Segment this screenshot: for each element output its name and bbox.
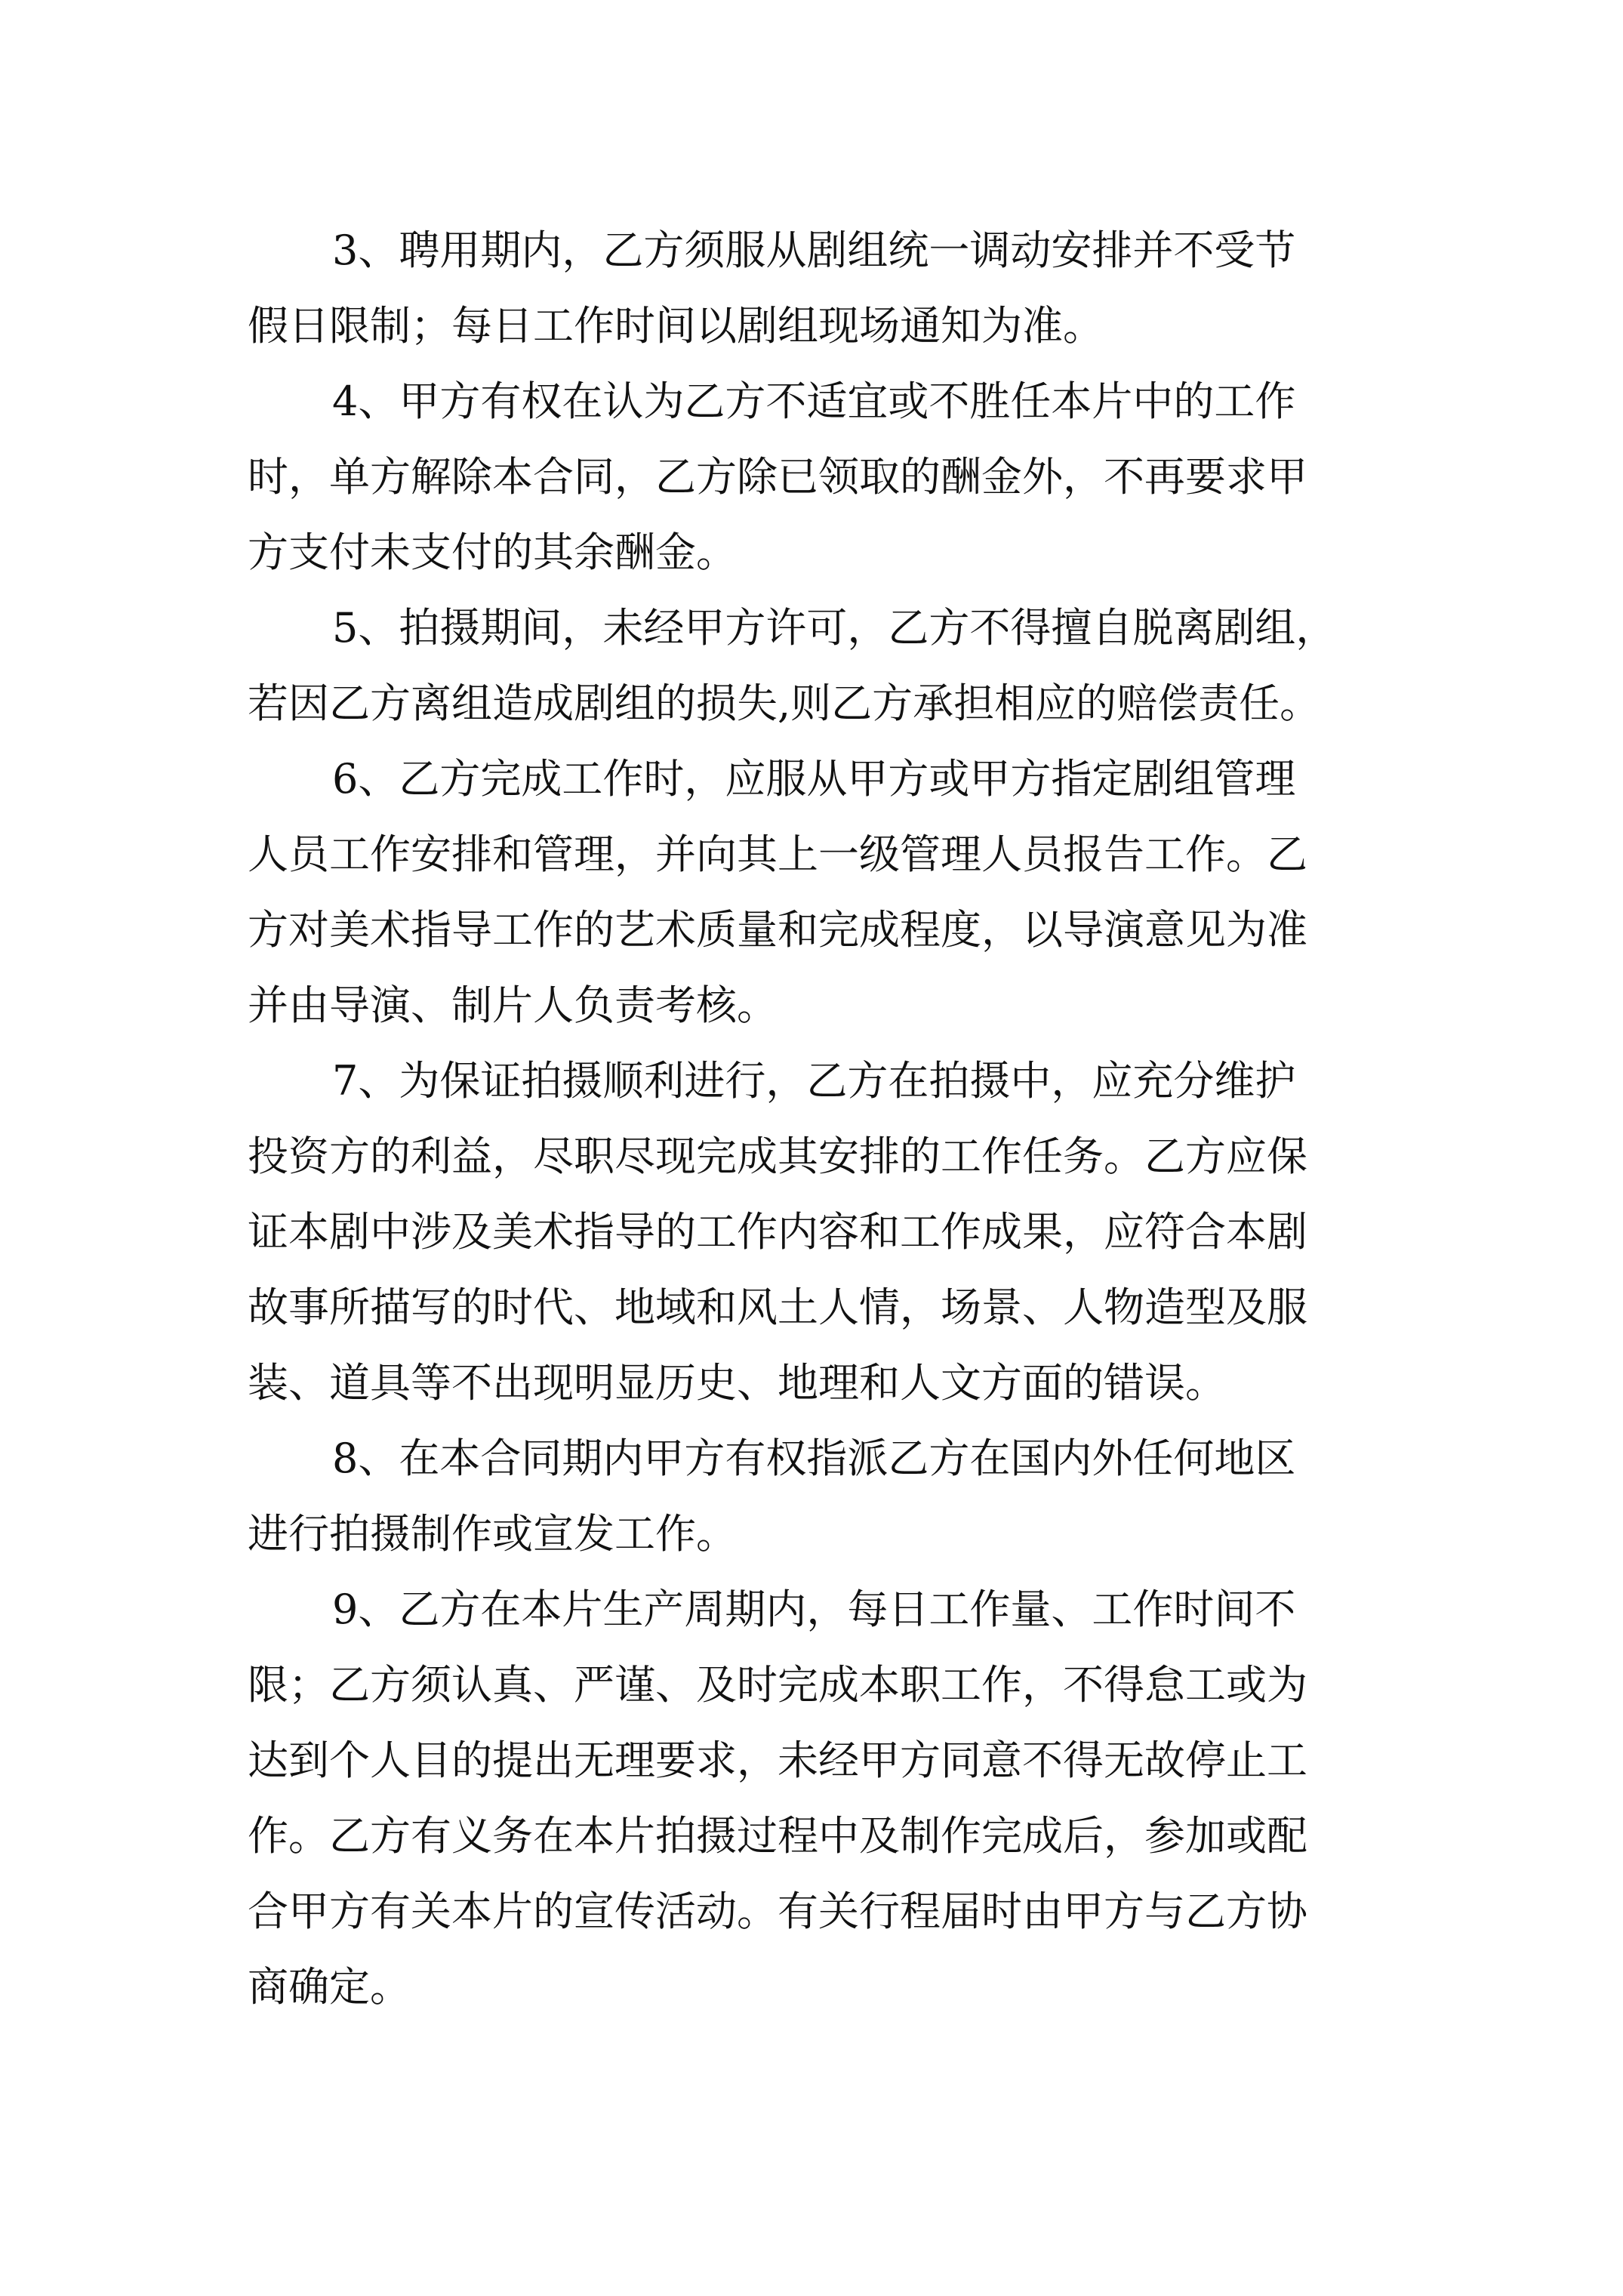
clause-4 — [248, 364, 1387, 590]
text-line: 装、道具等不出现明显历史、地理和人文方面的错误。 — [248, 1359, 1226, 1407]
text-line: 若因乙方离组造成剧组的损失,则乙方承担相应的赔偿责任。 — [248, 680, 1321, 727]
text-line: 达到个人目的提出无理要求，未经甲方同意不得无故停止工 — [248, 1737, 1307, 1784]
text-line: 4、甲方有权在认为乙方不适宜或不胜任本片中的工作 — [332, 378, 1296, 425]
document-body — [248, 213, 1387, 2025]
text-line: 时，单方解除本合同，乙方除已领取的酬金外，不再要求甲 — [248, 453, 1307, 501]
text-line: 证本剧中涉及美术指导的工作内容和工作成果，应符合本剧 — [248, 1208, 1307, 1256]
text-line: 3、聘用期内，乙方须服从剧组统一调动安排并不受节 — [332, 227, 1296, 274]
text-line: 进行拍摄制作或宣发工作。 — [248, 1510, 737, 1558]
clause-5 — [248, 590, 1387, 741]
text-line: 故事所描写的时代、地域和风土人情，场景、人物造型及服 — [248, 1284, 1307, 1331]
text-line: 假日限制；每日工作时间以剧组现场通知为准。 — [248, 302, 1104, 350]
text-line: 8、在本合同期内甲方有权指派乙方在国内外任何地区 — [332, 1435, 1296, 1482]
clause-8 — [248, 1421, 1387, 1572]
text-line: 作。乙方有义务在本片拍摄过程中及制作完成后，参加或配 — [248, 1812, 1307, 1860]
text-line: 方对美术指导工作的艺术质量和完成程度，以导演意见为准 — [248, 906, 1307, 954]
text-line: 投资方的利益，尽职尽现完成其安排的工作任务。乙方应保 — [248, 1133, 1307, 1180]
clause-3 — [248, 213, 1387, 364]
text-line: 方支付未支付的其余酬金。 — [248, 529, 737, 576]
clause-7 — [248, 1043, 1387, 1421]
clause-6 — [248, 741, 1387, 1043]
text-line: 商确定。 — [248, 1963, 411, 2011]
text-line: 合甲方有关本片的宣传活动。有关行程届时由甲方与乙方协 — [248, 1888, 1307, 1935]
text-line: 限；乙方须认真、严谨、及时完成本职工作，不得怠工或为 — [248, 1661, 1307, 1709]
text-line: 并由导演、制片人负责考核。 — [248, 982, 778, 1029]
text-line: 6、乙方完成工作时，应服从甲方或甲方指定剧组管理 — [332, 755, 1296, 803]
text-line: 9、乙方在本片生产周期内，每日工作量、工作时间不 — [332, 1586, 1296, 1633]
text-line: 7、为保证拍摄顺利进行，乙方在拍摄中，应充分维护 — [332, 1057, 1296, 1105]
clause-9 — [248, 1572, 1387, 2025]
text-line: 人员工作安排和管理，并向其上一级管理人员报告工作。乙 — [248, 831, 1307, 878]
text-line: 5、拍摄期间，未经甲方许可，乙方不得擅自脱离剧组， — [332, 604, 1337, 652]
